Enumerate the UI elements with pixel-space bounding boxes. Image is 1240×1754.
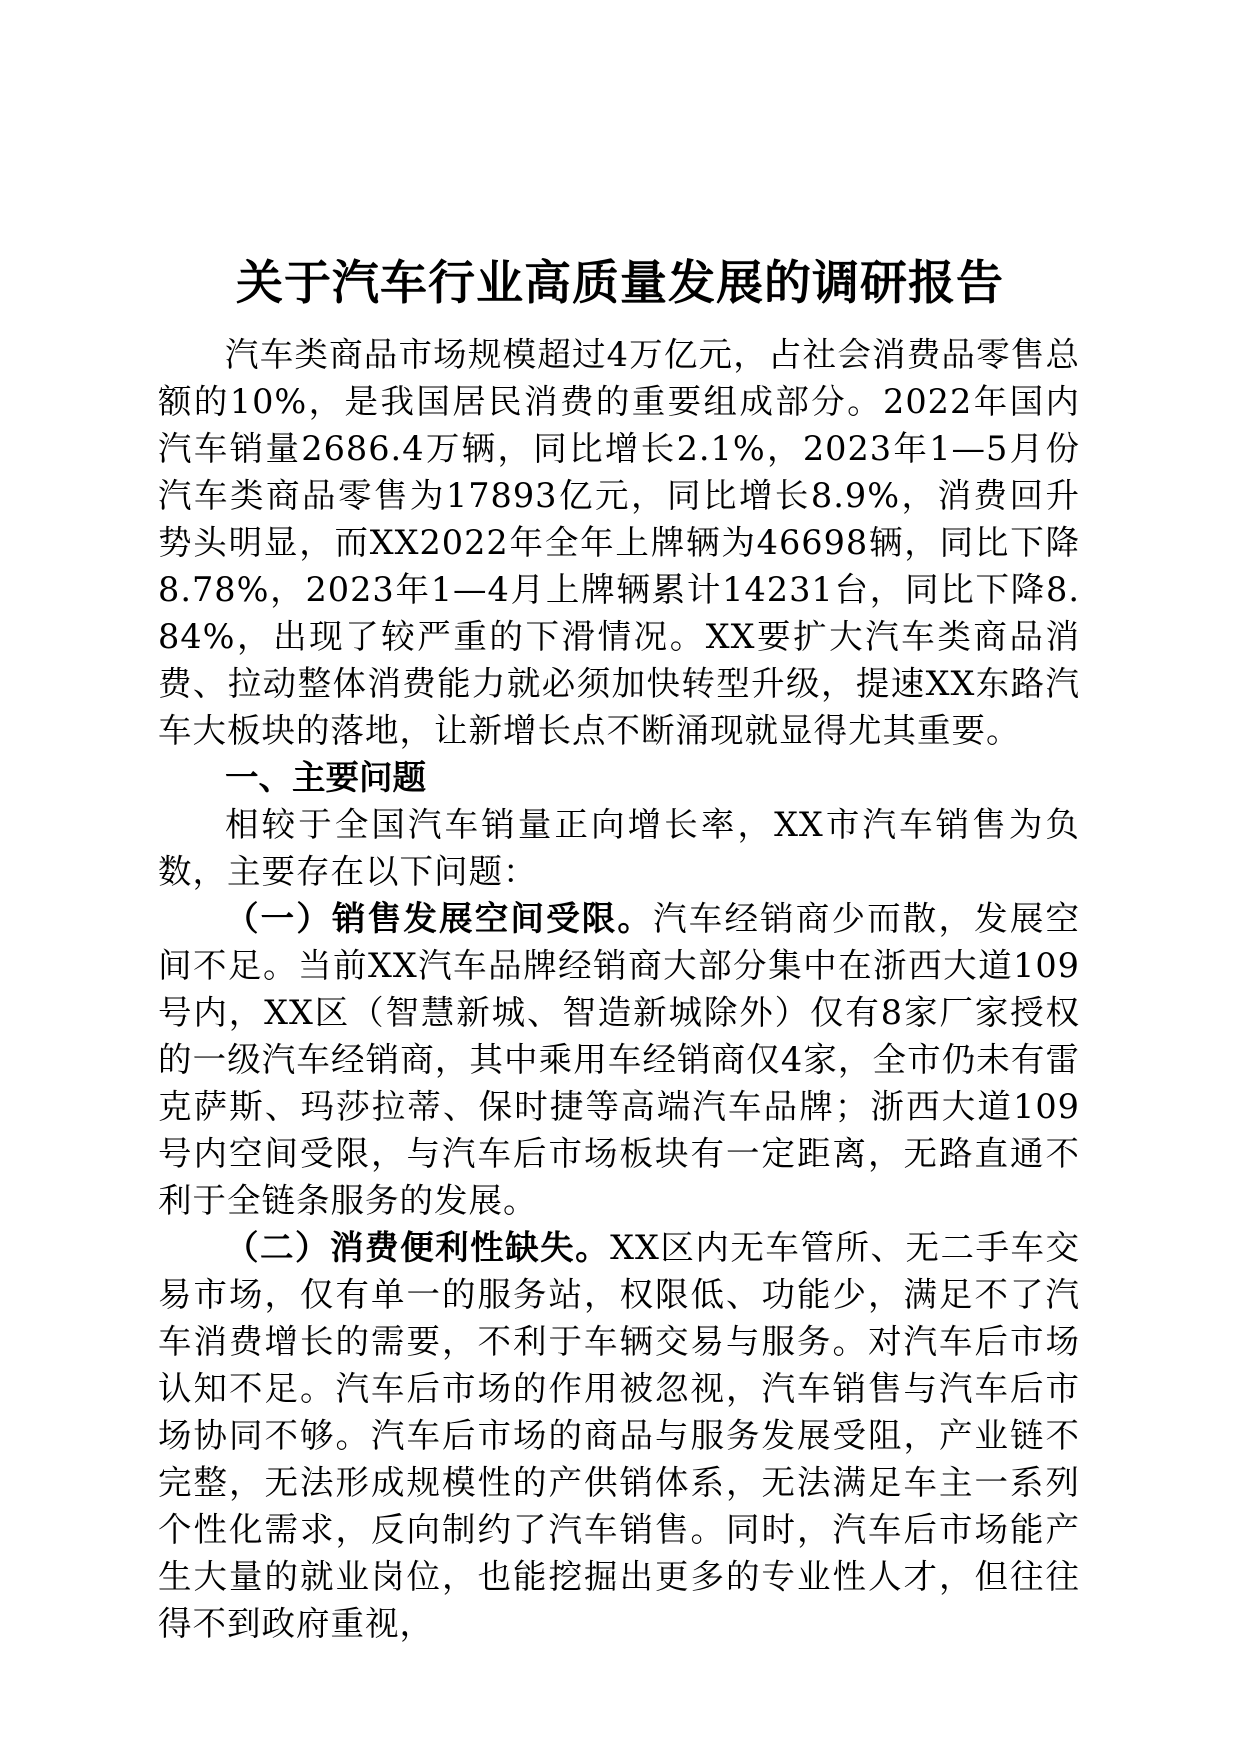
problem-item-1-text: 汽车经销商少而散，发展空间不足。当前XX汽车品牌经销商大部分集中在浙西大道109号内，XX区（智慧新城、智造新城除外）仅有8家厂家授权的一级汽车经销商，其中乘用车经销商仅4家，全市仍未有雷克萨斯、玛莎拉蒂、保时捷等高端汽车品牌；浙西大道109号内空间受限，与汽车后市场板块有一定距离，无路直通不利于全链条服务的发展。 (158, 899, 1081, 1220)
intro-paragraph: 汽车类商品市场规模超过4万亿元，占社会消费品零售总额的10%，是我国居民消费的重要组成部分。2022年国内汽车销量2686.4万辆，同比增长2.1%，2023年1—5月份汽车类商品零售为17893亿元，同比增长8.9%，消费回升势头明显，而XX2022年全年上牌辆为46698辆，同比下降8.78%，2023年1—4月上牌辆累计14231台，同比下降8.84%，出现了较严重的下滑情况。XX要扩大汽车类商品消费、拉动整体消费能力就必须加快转型升级，提速XX东路汽车大板块的落地，让新增长点不断涌现就显得尤其重要。 (158, 335, 1080, 750)
problem-item-2-text: XX区内无车管所、无二手车交易市场，仅有单一的服务站，权限低、功能少，满足不了汽车消费增长的需要，不利于车辆交易与服务。对汽车后市场认知不足。汽车后市场的作用被忽视，汽车销售与汽车后市场协同不够。汽车后市场的商品与服务发展受阻，产业链不完整，无法形成规模性的产供销体系，无法满足车主一系列个性化需求，反向制约了汽车销售。同时，汽车后市场能产生大量的就业岗位，也能挖掘出更多的专业性人才，但往往得不到政府重视， (158, 1228, 1081, 1643)
problem-item-1-heading: （一）销售发展空间受限。 (225, 899, 654, 938)
problem-item-1 (158, 895, 1080, 1224)
problem-item-2 (158, 1224, 1080, 1647)
document-body (158, 331, 1080, 1647)
section-heading-main-problems: 一、主要问题 (225, 758, 426, 797)
section-intro-paragraph: 相较于全国汽车销量正向增长率，XX市汽车销售为负数，主要存在以下问题： (158, 805, 1080, 891)
problem-item-2-heading: （二）消费便利性缺失。 (225, 1228, 611, 1267)
document-title: 关于汽车行业高质量发展的调研报告 (236, 256, 1004, 311)
